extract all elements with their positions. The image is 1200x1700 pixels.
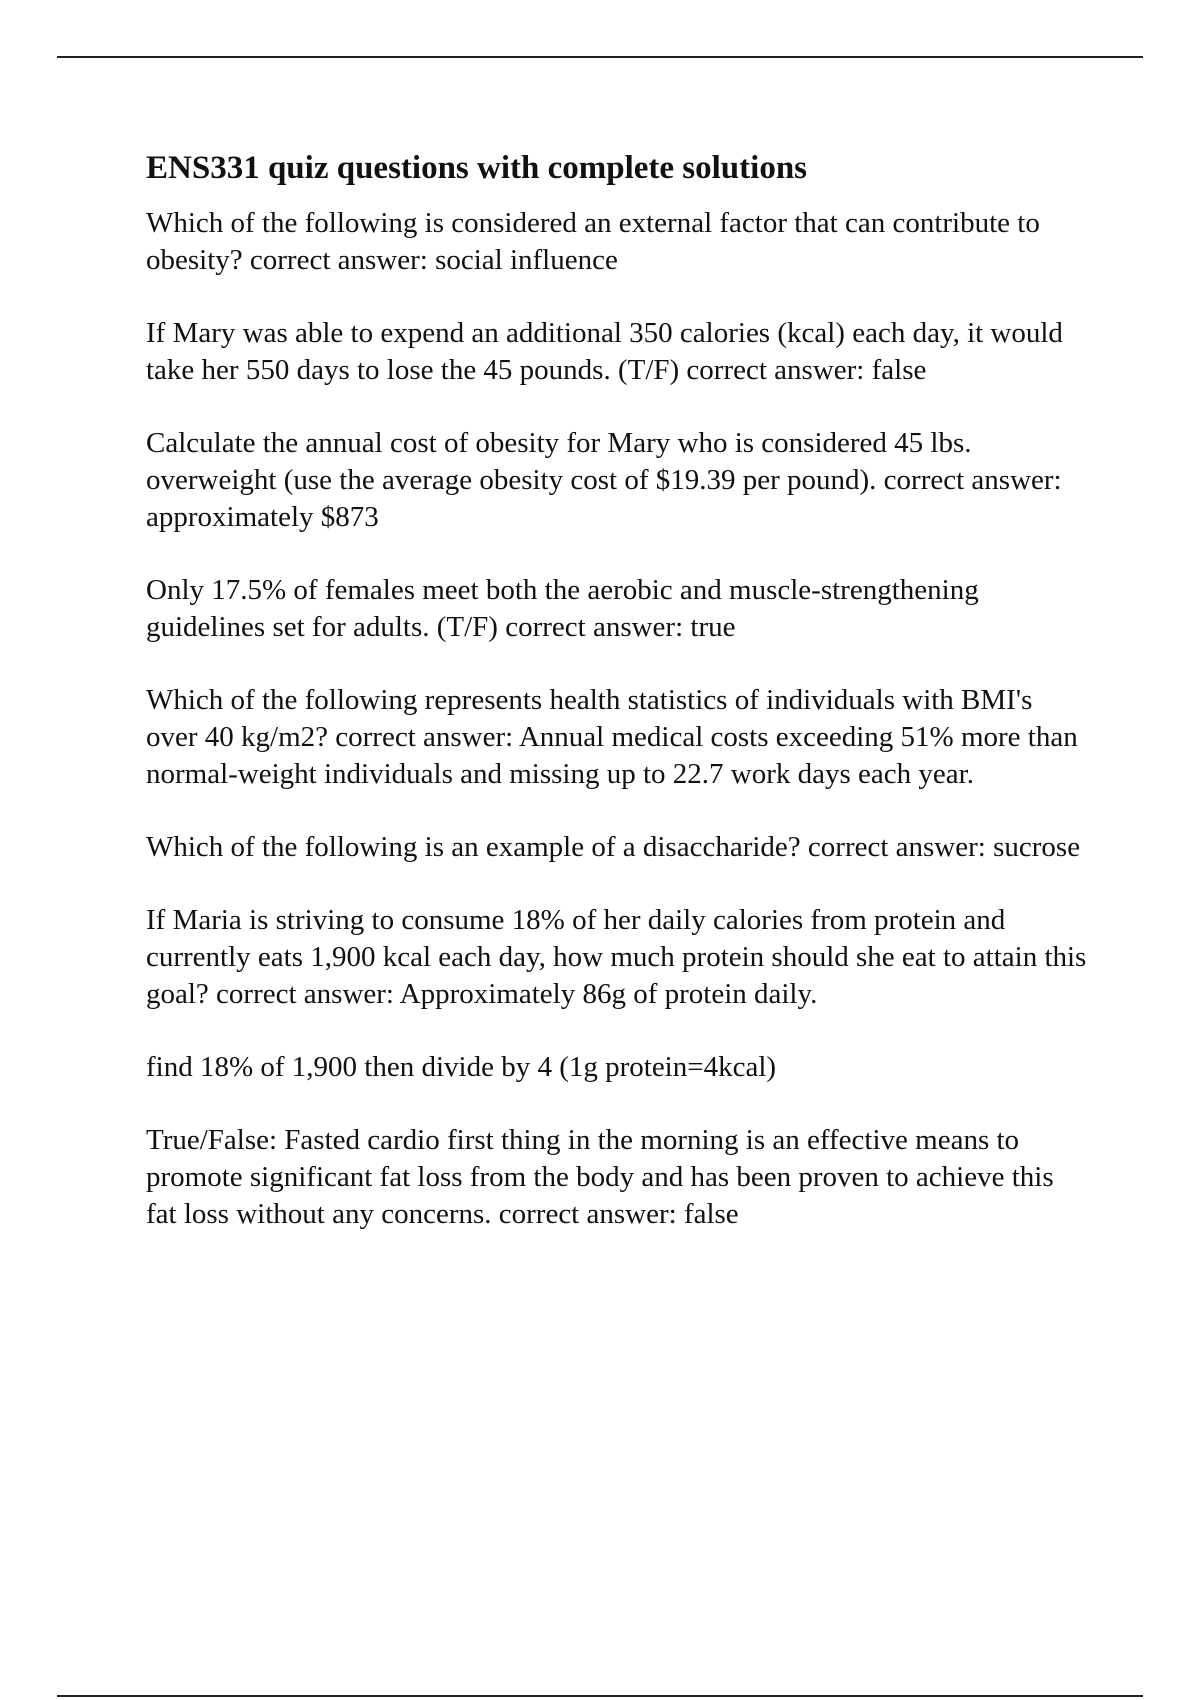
document-title: ENS331 quiz questions with complete solutions bbox=[146, 150, 808, 186]
header-rule bbox=[57, 56, 1143, 58]
question-item-7: If Maria is striving to consume 18% of her daily calories from protein and currently eats 1,900 kcal each day, how much protein should she eat to attain this goal? correct answer: Approximately 86g of protein daily. bbox=[146, 904, 1087, 1010]
question-item-2: If Mary was able to expend an additional 350 calories (kcal) each day, it would take her 550 days to lose the 45 pounds. (T/F) correct answer: false bbox=[146, 317, 1063, 386]
document-body bbox=[146, 145, 1091, 1269]
question-item-6: Which of the following is an example of a disaccharide? correct answer: sucrose bbox=[146, 831, 1081, 863]
question-item-3: Calculate the annual cost of obesity for Mary who is considered 45 lbs. overweight (use the average obesity cost of $19.39 per pound). correct answer: approximately $873 bbox=[146, 427, 1062, 533]
question-item-5: Which of the following represents health statistics of individuals with BMI's over 40 kg/m2? correct answer: Annual medical costs exceeding 51% more than normal-weight individuals and missing up to 22.7 work days each year. bbox=[146, 684, 1078, 790]
question-item-1: Which of the following is considered an external factor that can contribute to obesity? correct answer: social influence bbox=[146, 207, 1040, 276]
question-item-4: Only 17.5% of females meet both the aerobic and muscle-strengthening guidelines set for adults. (T/F) correct answer: true bbox=[146, 574, 979, 643]
calculation-note: find 18% of 1,900 then divide by 4 (1g protein=4kcal) bbox=[146, 1051, 777, 1083]
question-item-8: True/False: Fasted cardio first thing in the morning is an effective means to promote significant fat loss from the body and has been proven to achieve this fat loss without any concerns. correct answer: false bbox=[146, 1124, 1054, 1230]
footer-rule bbox=[57, 1695, 1143, 1697]
